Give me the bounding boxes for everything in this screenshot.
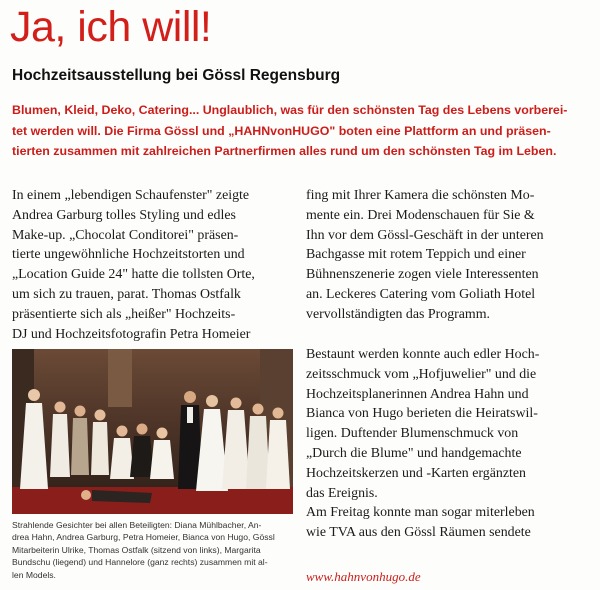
carpet xyxy=(12,487,293,514)
body-line: das Ereignis. xyxy=(306,485,378,501)
body-line: ligen. Duftender Blumenschmuck von xyxy=(306,426,519,442)
body-line: an. Leckeres Catering vom Goliath Hotel xyxy=(306,286,536,302)
body-line: Bühnenszenerie zogen viele Interessenten xyxy=(306,267,539,283)
caption-line: Strahlende Gesichter bei allen Beteiligten: Diana Mühlbacher, An- xyxy=(12,520,262,530)
left-column-text xyxy=(12,186,255,344)
lead-line: Blumen, Kleid, Deko, Catering... Unglaublich, was für den schönsten Tag des Lebens vorberei- xyxy=(12,103,568,117)
caption-line: len Models. xyxy=(12,569,56,580)
body-line: „Location Guide 24" hatte die tollsten Orte, xyxy=(12,267,255,283)
body-line: tierte ungewöhnliche Hochzeitstorten und xyxy=(12,247,245,263)
body-line: Hochzeitskerzen und -Karten ergänzten xyxy=(306,465,526,481)
body-line: Ihn vor dem Gössl-Geschäft in der unteren xyxy=(306,227,544,243)
wedding-group-photo xyxy=(12,349,293,514)
lead-line: tet werden will. Die Firma Gössl und „HAHNvonHUGO" boten eine Plattform an und präsen- xyxy=(12,123,551,138)
body-line: DJ und Hochzeitsfotografin Petra Homeier xyxy=(12,326,251,342)
article-headline: Ja, ich will! xyxy=(10,3,212,51)
body-line: Bachgasse mit rotem Teppich und einer xyxy=(306,247,526,263)
body-line: Bestaunt werden konnte auch edler Hoch- xyxy=(306,347,540,362)
body-line: In einem „lebendigen Schaufenster" zeigte xyxy=(12,188,250,203)
body-line: Andrea Garburg tolles Styling und edles xyxy=(12,207,236,223)
caption-line: Bundschu (liegend) und Hannelore (ganz rechts) zusammen mit al- xyxy=(12,557,268,568)
body-line: Make-up. „Chocolat Conditorei" präsen- xyxy=(12,227,239,243)
article-lead xyxy=(12,100,592,162)
body-line: mente ein. Drei Modenschauen für Sie & xyxy=(306,207,535,223)
models-right xyxy=(222,398,290,490)
right-column-text-bottom xyxy=(306,345,539,543)
body-line: präsentierte sich als „heißer" Hochzeits- xyxy=(12,306,236,322)
body-line: Hochzeitsplanerinnen Andrea Hahn und xyxy=(306,386,529,402)
body-line: zeitsschmuck vom „Hofjuwelier" und die xyxy=(306,366,537,382)
article-subheadline: Hochzeitsausstellung bei Gössl Regensburg xyxy=(12,67,341,84)
body-line: vervollständigten das Programm. xyxy=(306,306,491,322)
photo-caption xyxy=(12,519,295,581)
right-column-text-top xyxy=(306,186,544,325)
body-line: Am Freitag konnte man sogar miterleben xyxy=(306,505,535,521)
website-link[interactable]: www.hahnvonhugo.de xyxy=(306,569,421,584)
body-line: um sich zu trauen, parat. Thomas Ostfalk xyxy=(12,286,241,302)
body-line: fing mit Ihrer Kamera die schönsten Mo- xyxy=(306,188,535,203)
body-line: „Durch die Blume" und handgemachte xyxy=(306,445,522,461)
body-line: Bianca von Hugo berieten die Heiratswil- xyxy=(306,406,538,422)
seated-group-center xyxy=(110,424,174,480)
caption-line: drea Hahn, Andrea Garburg, Petra Homeier, Bianca von Hugo, Gössl xyxy=(12,532,275,543)
body-line: wie TVA aus den Gössl Räumen sendete xyxy=(306,525,531,541)
caption-line: Mitarbeiterin Ulrike, Thomas Ostfalk (sitzend von links), Margarita xyxy=(12,544,261,555)
lead-line: tierten zusammen mit zahlreichen Partnerfirmen alles rund um den schönsten Tag im Leben. xyxy=(12,144,557,158)
shop-doorframe xyxy=(108,349,132,407)
